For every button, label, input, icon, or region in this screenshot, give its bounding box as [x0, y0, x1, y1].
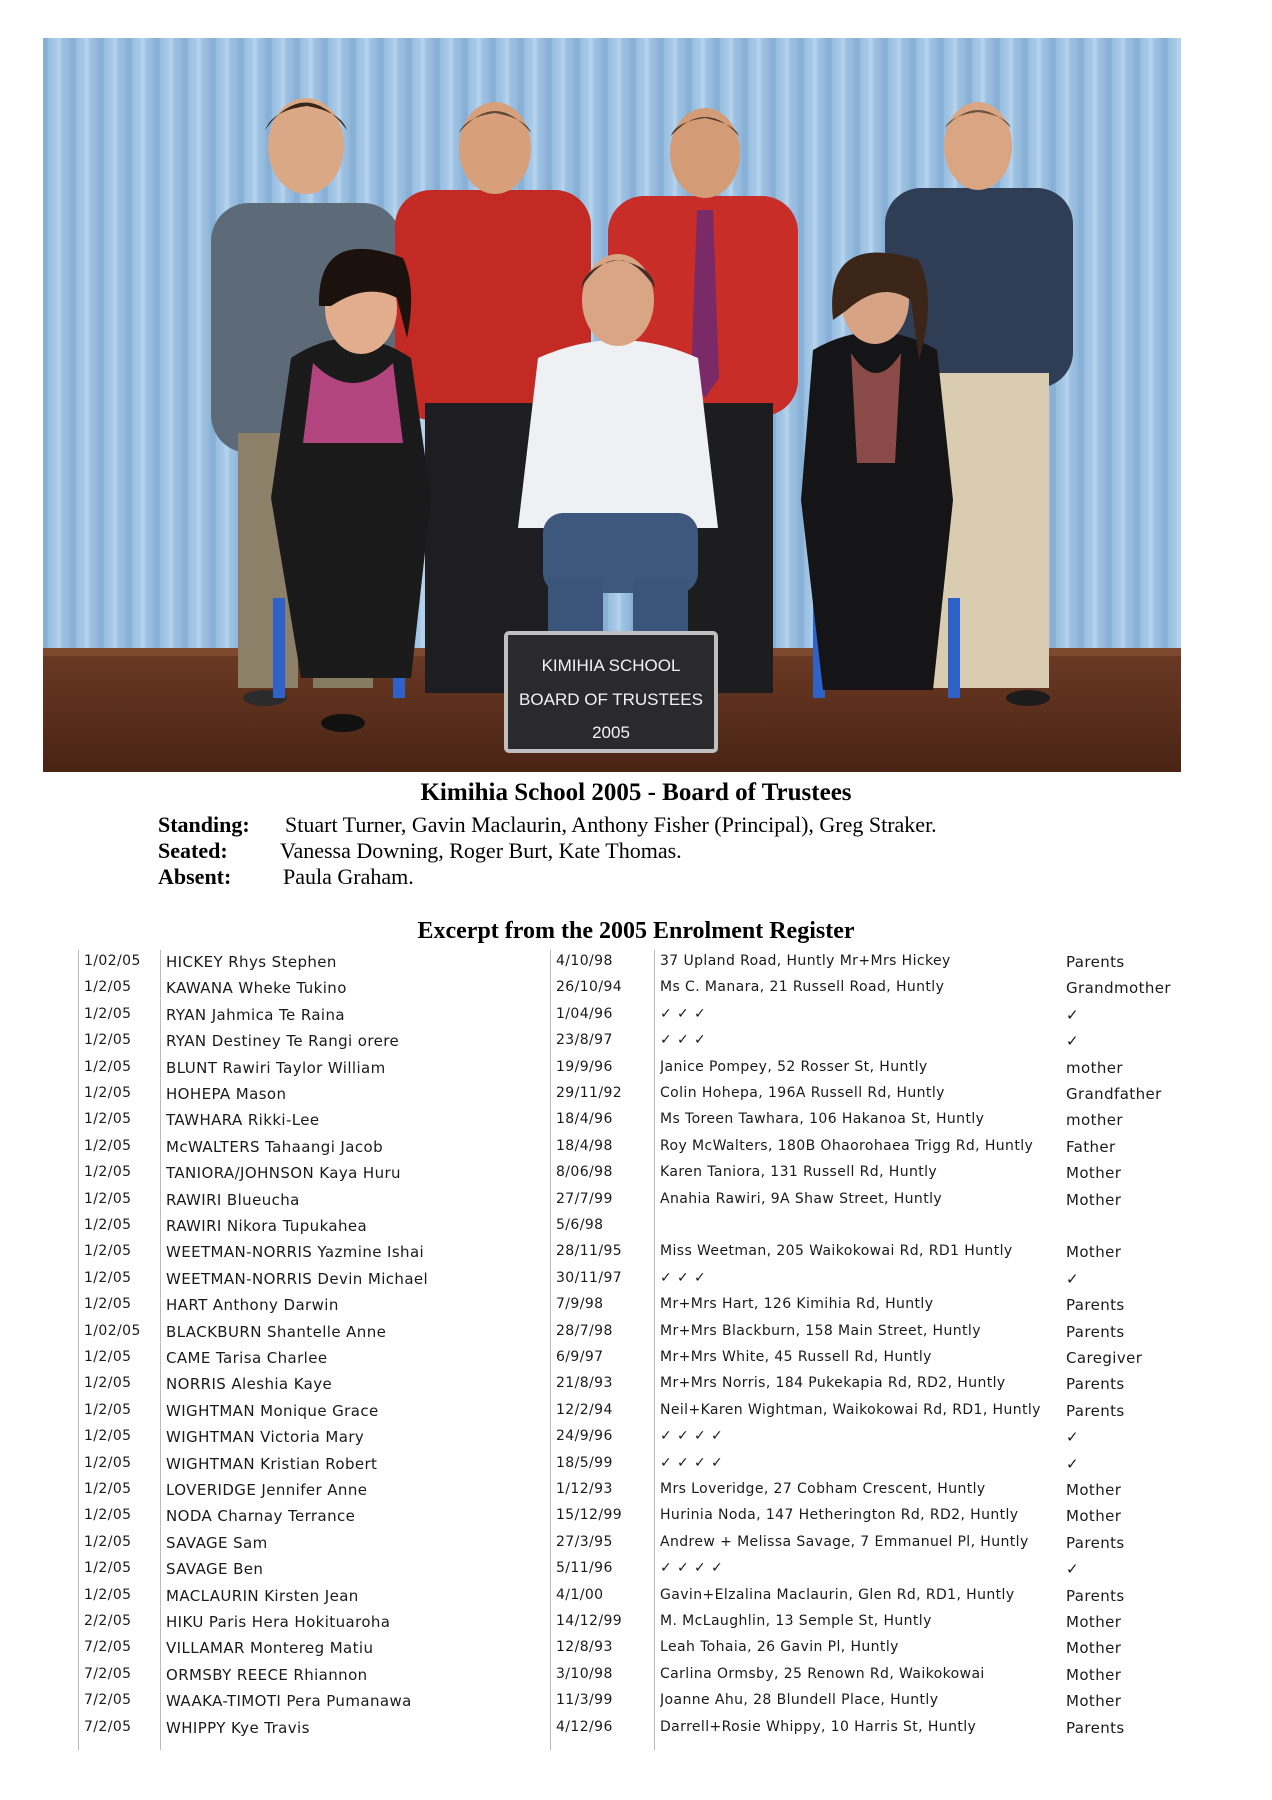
register-row	[78, 976, 1188, 1002]
register-birth-date: 5/11/96	[556, 1560, 613, 1577]
enrolment-register	[78, 950, 1188, 1750]
register-date: 1/2/05	[84, 1507, 132, 1524]
register-row	[78, 1584, 1188, 1610]
register-date: 1/2/05	[84, 1349, 132, 1365]
register-address: Mr+Mrs White, 45 Russell Rd, Huntly	[660, 1349, 932, 1365]
register-relation: ✓	[1066, 1454, 1079, 1473]
register-student-name: WAAKA-TIMOTI Pera Pumanawa	[166, 1692, 412, 1711]
register-student-name: WIGHTMAN Kristian Robert	[166, 1454, 378, 1473]
register-relation: mother	[1066, 1111, 1123, 1130]
register-relation: Parents	[1066, 1586, 1125, 1605]
register-row	[78, 1531, 1188, 1557]
register-relation: Parents	[1066, 1296, 1125, 1315]
register-relation: Parents	[1066, 1718, 1125, 1737]
register-birth-date: 18/5/99	[556, 1454, 613, 1471]
register-row	[78, 1188, 1188, 1214]
register-date: 1/2/05	[84, 1058, 132, 1075]
register-row	[78, 1267, 1188, 1293]
register-row	[78, 1082, 1188, 1108]
register-date: 1/2/05	[84, 1533, 132, 1550]
register-row	[78, 1557, 1188, 1583]
register-row	[78, 950, 1188, 976]
register-date: 1/2/05	[84, 1164, 132, 1181]
register-student-name: KAWANA Wheke Tukino	[166, 979, 347, 998]
register-address: Andrew + Melissa Savage, 7 Emmanuel Pl, Huntly	[660, 1533, 1029, 1550]
register-student-name: SAVAGE Ben	[166, 1560, 264, 1579]
register-student-name: TAWHARA Rikki-Lee	[166, 1111, 320, 1130]
caption-absent	[158, 864, 414, 890]
register-student-name: RYAN Destiney Te Rangi orere	[166, 1032, 400, 1051]
register-student-name: HART Anthony Darwin	[166, 1296, 339, 1315]
register-date: 7/2/05	[84, 1665, 132, 1682]
register-row	[78, 1214, 1188, 1240]
register-student-name: RYAN Jahmica Te Raina	[166, 1005, 345, 1024]
register-birth-date: 18/4/98	[556, 1137, 613, 1154]
register-birth-date: 19/9/96	[556, 1058, 613, 1075]
sign-line-2: BOARD OF TRUSTEES	[519, 690, 703, 709]
register-row	[78, 1346, 1188, 1372]
register-birth-date: 5/6/98	[556, 1217, 604, 1233]
register-row	[78, 1610, 1188, 1636]
register-relation: Mother	[1066, 1692, 1122, 1711]
register-title: Excerpt from the 2005 Enrolment Register	[417, 918, 855, 944]
register-birth-date: 30/11/97	[556, 1269, 623, 1286]
register-birth-date: 27/7/99	[556, 1190, 613, 1207]
seated-names: Vanessa Downing, Roger Burt, Kate Thomas.	[280, 838, 682, 863]
register-row	[78, 1056, 1188, 1082]
register-address: Leah Tohaia, 26 Gavin Pl, Huntly	[660, 1639, 899, 1656]
register-relation: ✓	[1066, 1032, 1079, 1051]
register-birth-date: 28/7/98	[556, 1322, 613, 1339]
register-date: 1/2/05	[84, 1401, 132, 1418]
register-student-name: MACLAURIN Kirsten Jean	[166, 1586, 359, 1605]
register-student-name: NORRIS Aleshia Kaye	[166, 1375, 333, 1394]
register-relation: Mother	[1066, 1164, 1122, 1183]
register-date: 1/2/05	[84, 1085, 132, 1101]
sign-line-1: KIMIHIA SCHOOL	[541, 656, 681, 675]
standing-label: Standing:	[158, 812, 250, 837]
register-relation: Parents	[1066, 1322, 1125, 1341]
register-address: Ms Toreen Tawhara, 106 Hakanoa St, Huntly	[660, 1111, 985, 1128]
register-address: Anahia Rawiri, 9A Shaw Street, Huntly	[660, 1190, 943, 1207]
register-birth-date: 7/9/98	[556, 1296, 604, 1313]
register-birth-date: 1/04/96	[556, 1005, 613, 1022]
register-student-name: WHIPPY Kye Travis	[166, 1718, 310, 1737]
register-student-name: HOHEPA Mason	[166, 1085, 287, 1103]
register-address: Colin Hohepa, 196A Russell Rd, Huntly	[660, 1085, 945, 1101]
register-date: 1/2/05	[84, 1481, 132, 1497]
register-address: Ms C. Manara, 21 Russell Road, Huntly	[660, 979, 945, 996]
register-birth-date: 15/12/99	[556, 1507, 623, 1524]
register-row	[78, 1425, 1188, 1451]
register-student-name: BLUNT Rawiri Taylor William	[166, 1058, 386, 1077]
register-address: Mr+Mrs Hart, 126 Kimihia Rd, Huntly	[660, 1296, 934, 1313]
sign-line-3: 2005	[592, 723, 630, 742]
register-relation: Parents	[1066, 1375, 1125, 1394]
register-relation: Grandfather	[1066, 1085, 1162, 1103]
register-row	[78, 1663, 1188, 1689]
register-student-name: WIGHTMAN Victoria Mary	[166, 1428, 365, 1447]
register-address: Joanne Ahu, 28 Blundell Place, Huntly	[660, 1692, 939, 1709]
register-address: ✓ ✓ ✓ ✓	[660, 1560, 724, 1577]
register-date: 1/2/05	[84, 1560, 132, 1577]
register-row	[78, 1716, 1188, 1742]
register-relation: Mother	[1066, 1507, 1122, 1526]
register-row	[78, 1320, 1188, 1346]
register-birth-date: 8/06/98	[556, 1164, 613, 1181]
register-date: 1/2/05	[84, 1111, 132, 1128]
register-date: 1/02/05	[84, 953, 141, 969]
register-row	[78, 1399, 1188, 1425]
register-address: Mr+Mrs Blackburn, 158 Main Street, Huntly	[660, 1322, 981, 1339]
register-birth-date: 4/12/96	[556, 1718, 613, 1735]
register-student-name: WEETMAN-NORRIS Yazmine Ishai	[166, 1243, 425, 1262]
register-student-name: HICKEY Rhys Stephen	[166, 953, 337, 971]
register-birth-date: 24/9/96	[556, 1428, 613, 1445]
register-student-name: TANIORA/JOHNSON Kaya Huru	[166, 1164, 401, 1183]
register-birth-date: 11/3/99	[556, 1692, 613, 1709]
register-birth-date: 18/4/96	[556, 1111, 613, 1128]
register-date: 1/2/05	[84, 1243, 132, 1260]
register-address: Mr+Mrs Norris, 184 Pukekapia Rd, RD2, Huntly	[660, 1375, 1006, 1392]
register-birth-date: 4/10/98	[556, 953, 613, 969]
register-address: Carlina Ormsby, 25 Renown Rd, Waikokowai	[660, 1665, 985, 1682]
register-student-name: RAWIRI Blueucha	[166, 1190, 300, 1209]
register-row	[78, 1636, 1188, 1662]
register-student-name: HIKU Paris Hera Hokituaroha	[166, 1613, 391, 1631]
register-student-name: WIGHTMAN Monique Grace	[166, 1401, 379, 1420]
register-row	[78, 1504, 1188, 1530]
caption-title: Kimihia School 2005 - Board of Trustees	[420, 779, 852, 806]
register-date: 7/2/05	[84, 1692, 132, 1709]
register-address: Roy McWalters, 180B Ohaorohaea Trigg Rd, Huntly	[660, 1137, 1034, 1154]
register-date: 2/2/05	[84, 1613, 132, 1629]
caption-standing	[158, 812, 937, 838]
register-address: Janice Pompey, 52 Rosser St, Huntly	[660, 1058, 928, 1075]
register-birth-date: 27/3/95	[556, 1533, 613, 1550]
board-sign	[506, 633, 716, 751]
register-row	[78, 1452, 1188, 1478]
register-student-name: RAWIRI Nikora Tupukahea	[166, 1217, 368, 1235]
register-relation: mother	[1066, 1058, 1123, 1077]
register-relation: Grandmother	[1066, 979, 1171, 998]
register-relation: Mother	[1066, 1639, 1122, 1658]
register-row	[78, 1029, 1188, 1055]
register-relation: Parents	[1066, 953, 1125, 971]
register-student-name: BLACKBURN Shantelle Anne	[166, 1322, 387, 1341]
register-student-name: ORMSBY REECE Rhiannon	[166, 1665, 368, 1684]
register-date: 7/2/05	[84, 1718, 132, 1735]
register-address: 37 Upland Road, Huntly Mr+Mrs Hickey	[660, 953, 951, 969]
register-date: 1/2/05	[84, 1217, 132, 1233]
register-relation: Mother	[1066, 1243, 1122, 1262]
register-student-name: McWALTERS Tahaangi Jacob	[166, 1137, 383, 1156]
register-relation: ✓	[1066, 1005, 1079, 1024]
register-relation: Mother	[1066, 1190, 1122, 1209]
register-relation: ✓	[1066, 1560, 1079, 1579]
register-relation: ✓	[1066, 1428, 1079, 1447]
seated-label: Seated:	[158, 838, 228, 863]
register-address: Neil+Karen Wightman, Waikokowai Rd, RD1, Huntly	[660, 1401, 1041, 1418]
register-student-name: CAME Tarisa Charlee	[166, 1349, 328, 1367]
register-date: 1/2/05	[84, 1375, 132, 1392]
register-relation: ✓	[1066, 1269, 1079, 1288]
caption-seated	[158, 838, 682, 864]
register-address: M. McLaughlin, 13 Semple St, Huntly	[660, 1613, 932, 1629]
register-date: 1/2/05	[84, 1586, 132, 1603]
register-address: Hurinia Noda, 147 Hetherington Rd, RD2, Huntly	[660, 1507, 1019, 1524]
register-address: Miss Weetman, 205 Waikokowai Rd, RD1 Huntly	[660, 1243, 1013, 1260]
register-student-name: SAVAGE Sam	[166, 1533, 268, 1552]
register-date: 1/2/05	[84, 1428, 132, 1445]
register-row	[78, 1478, 1188, 1504]
register-birth-date: 12/8/93	[556, 1639, 613, 1656]
register-student-name: NODA Charnay Terrance	[166, 1507, 356, 1526]
register-student-name: LOVERIDGE Jennifer Anne	[166, 1481, 368, 1499]
register-birth-date: 3/10/98	[556, 1665, 613, 1682]
register-row	[78, 1689, 1188, 1715]
register-address: Gavin+Elzalina Maclaurin, Glen Rd, RD1, Huntly	[660, 1586, 1015, 1603]
absent-names: Paula Graham.	[283, 864, 414, 889]
register-date: 7/2/05	[84, 1639, 132, 1656]
register-date: 1/2/05	[84, 1296, 132, 1313]
register-relation: Mother	[1066, 1665, 1122, 1684]
register-address: Karen Taniora, 131 Russell Rd, Huntly	[660, 1164, 938, 1181]
register-birth-date: 12/2/94	[556, 1401, 613, 1418]
register-student-name: WEETMAN-NORRIS Devin Michael	[166, 1269, 429, 1288]
register-date: 1/2/05	[84, 1454, 132, 1471]
register-birth-date: 4/1/00	[556, 1586, 604, 1603]
absent-label: Absent:	[158, 864, 232, 889]
register-date: 1/2/05	[84, 1269, 132, 1286]
register-row	[78, 1108, 1188, 1134]
register-birth-date: 21/8/93	[556, 1375, 613, 1392]
register-row	[78, 1003, 1188, 1029]
register-relation: Father	[1066, 1137, 1116, 1156]
register-relation: Parents	[1066, 1401, 1125, 1420]
register-relation: Parents	[1066, 1533, 1125, 1552]
register-birth-date: 26/10/94	[556, 979, 623, 996]
register-relation: Mother	[1066, 1613, 1122, 1631]
register-row	[78, 1372, 1188, 1398]
register-date: 1/2/05	[84, 1190, 132, 1207]
register-date: 1/2/05	[84, 1005, 132, 1022]
register-address: Darrell+Rosie Whippy, 10 Harris St, Huntly	[660, 1718, 977, 1735]
register-address: ✓ ✓ ✓ ✓	[660, 1454, 724, 1471]
register-address: ✓ ✓ ✓ ✓	[660, 1428, 724, 1445]
register-date: 1/2/05	[84, 1137, 132, 1154]
standing-names: Stuart Turner, Gavin Maclaurin, Anthony Fisher (Principal), Greg Straker.	[285, 812, 937, 837]
register-address: ✓ ✓ ✓	[660, 1269, 707, 1286]
register-row	[78, 1240, 1188, 1266]
board-photo	[43, 38, 1181, 772]
register-date: 1/02/05	[84, 1322, 141, 1339]
register-address: ✓ ✓ ✓	[660, 1032, 707, 1049]
register-address: ✓ ✓ ✓	[660, 1005, 707, 1022]
register-birth-date: 6/9/97	[556, 1349, 604, 1365]
register-birth-date: 29/11/92	[556, 1085, 623, 1101]
register-birth-date: 14/12/99	[556, 1613, 623, 1629]
register-birth-date: 23/8/97	[556, 1032, 613, 1049]
register-relation: Mother	[1066, 1481, 1122, 1499]
register-birth-date: 28/11/95	[556, 1243, 623, 1260]
register-date: 1/2/05	[84, 979, 132, 996]
register-date: 1/2/05	[84, 1032, 132, 1049]
register-row	[78, 1135, 1188, 1161]
register-row	[78, 1161, 1188, 1187]
register-row	[78, 1293, 1188, 1319]
register-relation: Caregiver	[1066, 1349, 1143, 1367]
register-birth-date: 1/12/93	[556, 1481, 613, 1497]
register-address: Mrs Loveridge, 27 Cobham Crescent, Huntly	[660, 1481, 986, 1497]
register-student-name: VILLAMAR Montereg Matiu	[166, 1639, 374, 1658]
